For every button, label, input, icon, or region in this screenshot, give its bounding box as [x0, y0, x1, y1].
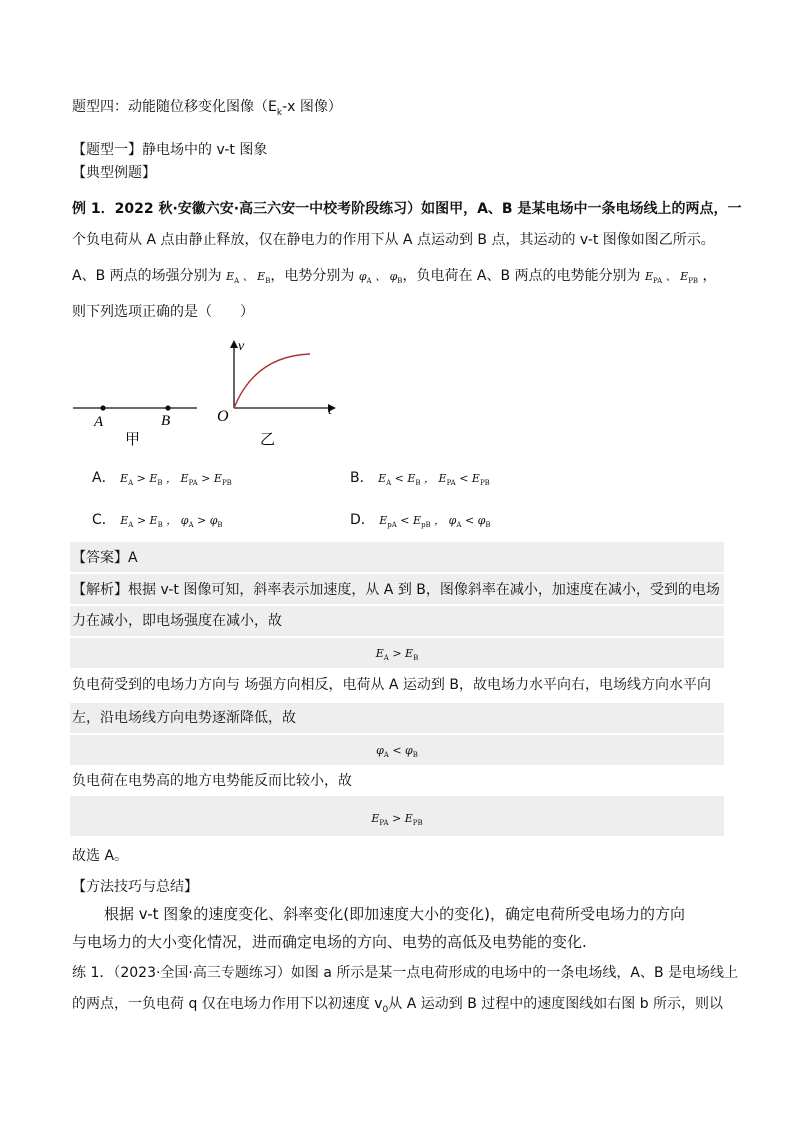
- analysis-line4: 左，沿电场线方向电势逐渐降低，故: [72, 710, 296, 726]
- analysis-line1: [72, 580, 720, 600]
- point-a-label: A: [94, 414, 104, 430]
- section-title: 【题型一】静电场中的 v-t 图象: [72, 142, 268, 158]
- practice1-line2: [72, 994, 723, 1020]
- math-ea-eb: $E_A$ 、 $E_B$: [226, 270, 271, 286]
- eq-ea-gt-eb: $E_A > E_B$: [375, 647, 419, 663]
- option-c-label: C．: [92, 512, 116, 528]
- axis-v-label: v: [238, 339, 245, 354]
- math-phi-a-b: $\varphi_A$ 、 $\varphi_B$: [358, 270, 403, 286]
- example1-line3-a: A、B 两点的场强分别为: [72, 268, 222, 284]
- analysis-line2: 力在减小，即电场强度在减小，故: [72, 613, 282, 629]
- typical-examples-heading: 【典型例题】: [72, 165, 156, 181]
- math-epa-epb: $E_{PA}$ 、 $E_{PB}$: [645, 270, 699, 286]
- option-a-math: $E_A > E_B$ ， $E_{PA} > E_{PB}$: [120, 472, 232, 488]
- practice1-line1: 练 1．（2023·全国·高三专题练习）如图 a 所示是某一点电荷形成的电场中的一条电场线，A、B 是电场线上: [72, 965, 738, 981]
- axis-t-label: t: [328, 403, 332, 418]
- practice1-v0-sub: 0: [382, 1004, 389, 1015]
- eq-epa-gt-epb: $E_{PA} > E_{PB}$: [371, 812, 423, 828]
- analysis-line6: 故选 A。: [72, 848, 129, 864]
- label-yi: 乙: [260, 430, 276, 448]
- answer: 【答案】A: [72, 550, 138, 566]
- example1-line3-c: ，负电荷在 A、B 两点的电势能分别为: [402, 268, 641, 284]
- analysis-tag: 【解析】: [72, 582, 128, 598]
- example1-line3: A、B 两点的场强分别为 $E_A$ 、 $E_B$，电势分别为 $\varphi_A$ 、 $\varphi_B$，负电荷在 A、B 两点的电势能分别为 $E_{PA}$ 、 $E_{PB}$ ，: [72, 268, 717, 286]
- point-a-dot: [100, 405, 105, 410]
- topic-header: [72, 97, 342, 123]
- topic-header-sub: k: [276, 107, 283, 118]
- option-b-label: B．: [350, 470, 374, 486]
- point-b-dot: [165, 405, 170, 410]
- answer-shade: [70, 542, 724, 572]
- analysis-line5: 负电荷在电势高的地方电势能反而比较小，故: [72, 773, 352, 789]
- example1-line1: 例 1．2022 秋·安徽六安·高三六安一中校考阶段练习）如图甲，A、B 是某电场中一条电场线上的两点，一: [72, 201, 742, 217]
- example1-line2: 个负电荷从 A 点由静止释放，仅在静电力的作用下从 A 点运动到 B 点，其运动的 v-t 图像如图乙所示。: [72, 232, 715, 248]
- option-d[interactable]: [350, 510, 491, 535]
- example1-line3-b: ，电势分别为: [270, 268, 355, 284]
- method-line2: 与电场力的大小变化情况，进而确定电场的方向、电势的高低及电势能的变化.: [72, 933, 587, 951]
- option-b-math: $E_A < E_B$ ， $E_{PA} < E_{PB}$: [378, 472, 490, 488]
- eq-phi-a-lt-phi-b: $\varphi_A < \varphi_B$: [376, 744, 418, 760]
- option-c[interactable]: [92, 510, 223, 535]
- topic-header-tail: -x 图像）: [282, 99, 342, 115]
- example1-line4: 则下列选项正确的是（ ）: [72, 304, 254, 320]
- option-b[interactable]: [350, 468, 490, 493]
- option-a[interactable]: [92, 468, 232, 493]
- topic-header-text: 题型四：动能随位移变化图像（E: [72, 99, 277, 115]
- figure-jia-yi: [70, 336, 340, 448]
- v-axis-arrow: [230, 340, 238, 348]
- analysis-line1-text: 根据 v-t 图像可知，斜率表示加速度，从 A 到 B，图像斜率在减小，加速度在减小，受到的电场: [128, 582, 720, 598]
- method-line1: 根据 v-t 图象的速度变化、斜率变化(即加速度大小的变化)，确定电荷所受电场力的方向: [104, 905, 686, 923]
- practice1-line2-text: 的两点，一负电荷 q 仅在电场力作用下以初速度 v: [72, 996, 383, 1012]
- option-c-math: $E_A > E_B$ ， $\varphi_A > \varphi_B$: [120, 514, 223, 530]
- method-title: 【方法技巧与总结】: [72, 879, 198, 895]
- analysis-line3: 负电荷受到的电场力方向与 场强方向相反，电荷从 A 运动到 B，故电场力水平向右，电场线方向水平向: [72, 677, 711, 693]
- option-d-label: D．: [350, 512, 375, 528]
- vt-curve: [234, 354, 310, 408]
- option-a-label: A．: [92, 470, 116, 486]
- practice1-line2-tail: 从 A 运动到 B 过程中的速度图线如右图 b 所示，则以: [388, 996, 724, 1012]
- label-jia: 甲: [125, 430, 141, 448]
- option-d-math: $E_{pA} < E_{pB}$ ， $\varphi_A < \varphi_B$: [379, 514, 491, 530]
- origin-label: O: [217, 408, 229, 425]
- point-b-label: B: [161, 413, 171, 429]
